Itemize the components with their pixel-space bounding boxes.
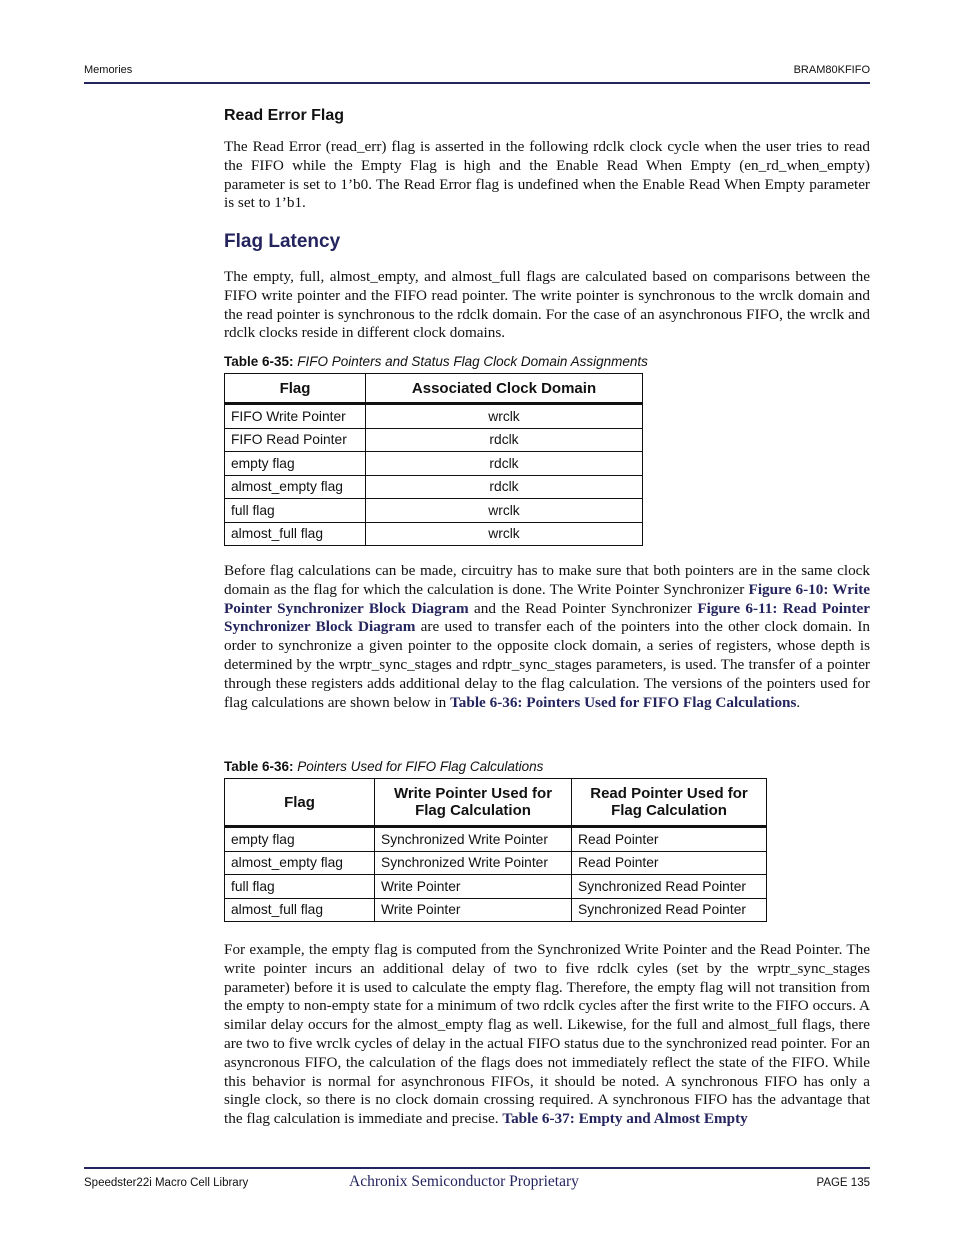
table-row [225,499,643,523]
example-paragraph [224,941,870,1129]
table-6-35-caption [224,354,648,369]
table-cell: empty flag [225,452,366,476]
column-header-flag: Flag [225,779,375,827]
table-row [225,827,767,852]
flag-latency-heading: Flag Latency [224,231,341,252]
column-header-clock-domain: Associated Clock Domain [366,374,643,404]
clock-domain-table [224,373,643,546]
column-header-read-pointer: Read Pointer Used for Flag Calculation [572,779,767,827]
paragraph-text: are used to transfer each of the pointers into the other clock domain. In order to synchronize a given pointer to the opposite clock domain, a series of registers, whose depth is determined by the wrptr_sync_stages and rdptr_sync_stages parameters, is used. The transfer of a pointer through these registers adds additional delay to the flag calculation. The versions of the pointers used for flag calculations are shown below in [224,618,870,711]
table-cell: FIFO Read Pointer [225,428,366,452]
table-row [225,875,767,899]
flag-latency-intro-paragraph: The empty, full, almost_empty, and almost_full flags are calculated based on comparisons between the FIFO write pointer and the FIFO read pointer. The write pointer is synchronous to the wrclk domain and the read pointer is synchronous to the rdclk domain. For the case of an asynchronous FIFO, the wrclk and rdclk clocks reside in different clock domains. [224,268,870,342]
table-row [225,452,643,476]
table-cell: full flag [225,875,375,899]
table-6-36-caption-title: Pointers Used for FIFO Flag Calculations [297,759,544,774]
table-cell: full flag [225,499,366,523]
table-cell: empty flag [225,827,375,852]
read-error-paragraph: The Read Error (read_err) flag is asserted in the following rdclk clock cycle when the user tries to read the FIFO while the Empty Flag is high and the Enable Read When Empty (en_rd_when_empty) parameter is set to 1’b0. The Read Error flag is undefined when the Enable Read When Empty parameter is set to 1’b1. [224,138,870,212]
table-6-37-link[interactable]: Table 6-37: Empty and Almost Empty [502,1110,748,1128]
paragraph-text: . [796,693,801,711]
table-cell: Write Pointer [375,875,572,899]
table-cell: wrclk [366,522,643,546]
table-cell: Synchronized Read Pointer [572,875,767,899]
table-row [225,898,767,922]
table-6-35-caption-number: Table 6-35: [224,354,294,369]
table-cell: rdclk [366,452,643,476]
table-6-36-caption-number: Table 6-36: [224,759,294,774]
footer-document-title: Speedster22i Macro Cell Library [84,1177,249,1189]
paragraph-text: For example, the empty flag is computed from the Synchronized Write Pointer and the Read Pointer. The write pointer incurs an additional delay of two to five rdclk cyles (set by the wrptr_sync_stages parameter) before it is used to calculate the empty flag. Therefore, the empty flag will not transition from the empty to non-empty state for a minimum of two rdclk cycles after the first write to the FIFO occurs. A similar delay occurs for the almost_empty flag as well. Likewise, for the full and almost_full flags, there are two to five wrclk cycles of delay in the actual FIFO status due to the synchronized read pointer. For an asyncronous FIFO, the calculation of the flags does not immediately reflect the state of the FIFO. While this behavior is normal for asynchronous FIFOs, it should be noted. A synchronous FIFO has only a single clock, so there is no clock domain crossing required. A synchronous FIFO has the advantage that the flag calculation is immediate and precise. [224,941,870,1128]
footer-page-number: PAGE 135 [816,1177,870,1189]
running-header-component: BRAM80KFIFO [793,64,870,76]
table-cell: almost_empty flag [225,851,375,875]
table-cell: Write Pointer [375,898,572,922]
table-6-36-link[interactable]: Table 6-36: Pointers Used for FIFO Flag Calculations [450,693,797,711]
table-cell: rdclk [366,428,643,452]
footer-rule [84,1167,870,1169]
footer-proprietary-notice: Achronix Semiconductor Proprietary [349,1173,579,1190]
paragraph-text: Before flag calculations can be made, circuitry has to make sure that both pointers are in the same clock domain as the flag for which the calculation is done. The Write Pointer Synchronizer [224,562,870,598]
table-row [225,522,643,546]
table-cell: wrclk [366,499,643,523]
figure-6-11-link[interactable]: Figure 6-11: Read Pointer Synchronizer Block Diagram [224,599,870,636]
column-header-write-pointer: Write Pointer Used for Flag Calculation [375,779,572,827]
table-cell: almost_empty flag [225,475,366,499]
table-row [225,428,643,452]
table-row [225,851,767,875]
table-6-36-caption [224,759,543,774]
column-header-flag: Flag [225,374,366,404]
figure-6-10-link[interactable]: Figure 6-10: Write Pointer Synchronizer Block Diagram [224,580,870,617]
running-header-section: Memories [84,64,133,76]
table-row [225,404,643,429]
table-cell: Synchronized Write Pointer [375,827,572,852]
paragraph-text: and the Read Pointer Synchronizer [468,599,698,617]
table-cell: almost_full flag [225,898,375,922]
table-cell: FIFO Write Pointer [225,404,366,429]
table-cell: Synchronized Write Pointer [375,851,572,875]
table-6-35-caption-title: FIFO Pointers and Status Flag Clock Domain Assignments [297,354,648,369]
pointer-table [224,778,767,922]
table-cell: Read Pointer [572,827,767,852]
table-cell: Read Pointer [572,851,767,875]
table-cell: rdclk [366,475,643,499]
table-cell: almost_full flag [225,522,366,546]
synchronizer-paragraph [224,562,870,712]
table-cell: Synchronized Read Pointer [572,898,767,922]
table-row [225,475,643,499]
table-cell: wrclk [366,404,643,429]
header-rule [84,82,870,84]
read-error-heading: Read Error Flag [224,107,345,124]
